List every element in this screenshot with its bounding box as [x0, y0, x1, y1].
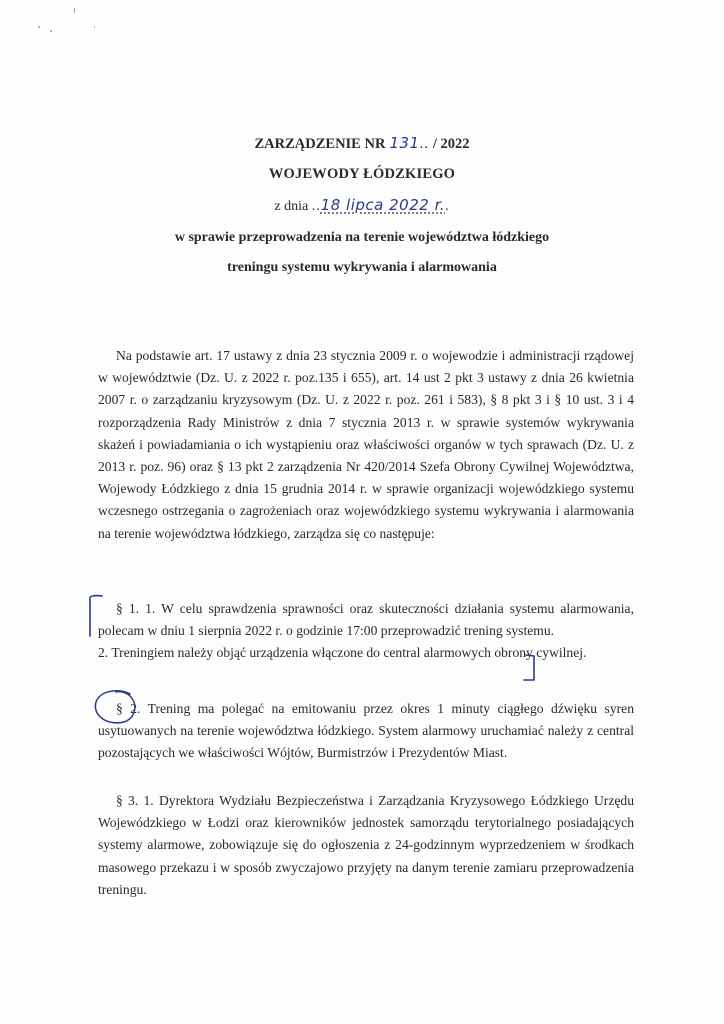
handwritten-number: 131 [389, 134, 420, 152]
subject-line-1: w sprawie przeprowadzenia na terenie województwa łódzkiego [174, 230, 550, 245]
legal-basis-paragraph [98, 345, 634, 545]
date-prefix: z dnia [274, 199, 309, 214]
scan-speck [74, 8, 75, 13]
section-2-text: § 2. Trening ma polegać na emitowaniu przez okres 1 minuty ciągłego dźwięku syren usytuowanych na terenie województwa łódzkiego. System alarmowy uruchamiać należy z central pozostających we właściwości Wójtów, Burmistrzów i Prezydentów Miast. [98, 701, 634, 761]
title-dots: .. [419, 136, 429, 152]
scan-speck [50, 30, 52, 32]
document-title [0, 134, 724, 153]
document-date [0, 196, 724, 215]
section-1-point-1: § 1. 1. W celu sprawdzenia sprawności oraz skuteczności działania systemu alarmowania, polecam w dniu 1 sierpnia 2022 r. o godzinie 17:00 przeprowadzić trening systemu. [98, 601, 634, 639]
handwritten-date: 18 lipca 2022 r. [320, 196, 446, 214]
issuing-authority: WOJEWODY ŁÓDZKIEGO [268, 166, 456, 182]
section-3-point-1: § 3. 1. Dyrektora Wydziału Bezpieczeństwa i Zarządzania Kryzysowego Łódzkiego Urzędu Wojewódzkiego w Łodzi oraz kierowników jednostek samorządu terytorialnego posiadających systemy alarmowe, zobowiązuje się do ogłoszenia z 24-godzinnym wyprzedzeniem w środkach masowego przekazu i w sposób zwyczajowo przyjęty na danym terenie zamiaru przeprowadzenia treningu. [98, 793, 634, 897]
date-dots-right: . [445, 199, 450, 214]
preamble-text: Na podstawie art. 17 ustawy z dnia 23 stycznia 2009 r. o wojewodzie i administracji rządowej w województwie (Dz. U. z 2022 r. poz.135 i 655), art. 14 ust 2 pkt 3 ustawy z dnia 26 kwietnia 2007 r. o zarządzaniu kryzysowym (Dz. U. z 2022 r. poz. 261 i 583), § 8 pkt 3 i § 10 ust. 3 i 4 rozporządzenia Rady Ministrów z dnia 7 stycznia 2013 r. w sprawie systemów wykrywania skażeń i powiadamiania o ich wystąpieniu oraz właściwości organów w tych sprawach (Dz. U. z 2013 r. poz. 96) oraz § 13 pkt 2 zarządzenia Nr 420/2014 Szefa Obrony Cywilnej Województwa, Wojewody Łódzkiego z dnia 15 grudnia 2014 r. w sprawie organizacji wojewódzkiego systemu wczesnego ostrzegania o zagrożeniach oraz wojewódzkiego systemu wykrywania i alarmowania na terenie województwa łódzkiego, zarządza się co następuje: [98, 348, 634, 541]
title-prefix: ZARZĄDZENIE NR [254, 136, 386, 152]
section-1-point-2: 2. Treningiem należy objąć urządzenia włączone do central alarmowych obrony cywilnej. [98, 645, 587, 661]
scan-speck [38, 26, 40, 28]
section-3 [98, 790, 634, 901]
section-1 [98, 598, 634, 665]
scan-speck [94, 26, 95, 28]
subject-line-2: treningu systemu wykrywania i alarmowania [227, 260, 497, 275]
section-2 [98, 698, 634, 765]
title-suffix: / 2022 [432, 136, 470, 152]
date-dots-left: .. [311, 199, 321, 214]
